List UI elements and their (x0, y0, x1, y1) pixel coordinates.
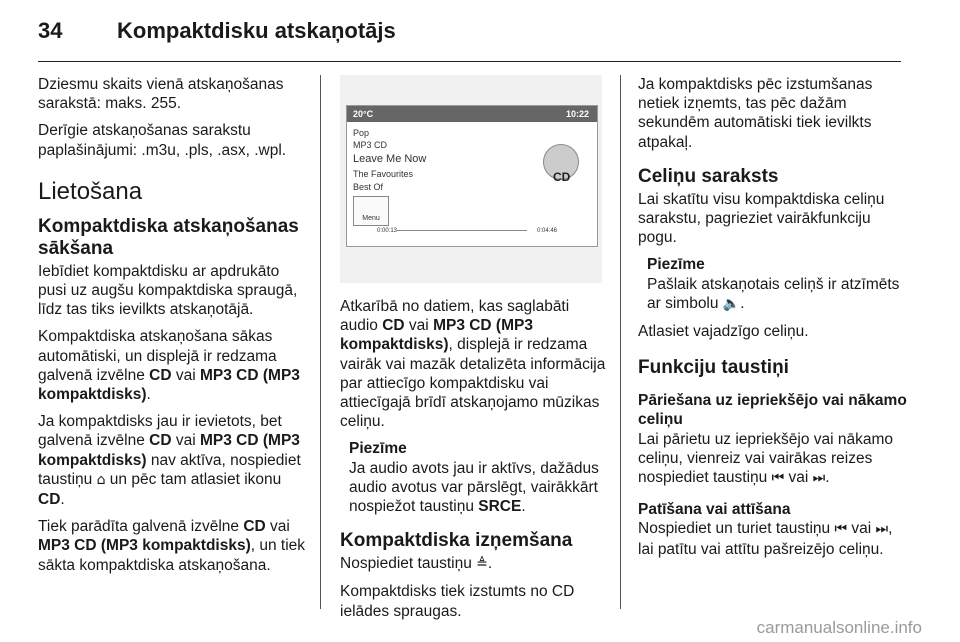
display-genre: Pop (353, 128, 370, 138)
heading-usage: Lietošana (38, 177, 143, 205)
total-time: 0:04:46 (537, 228, 558, 234)
paragraph-main-menu-shown: Tiek parādīta galvenā izvēlne CD vai MP3 CD (MP3 kompaktdisks), un tiek sākta kompaktdiska atskaņošana. (38, 518, 306, 574)
speaker-icon: 🔈 (722, 295, 741, 312)
cd-menu-name: CD (149, 366, 172, 384)
watermark: carmanualsonline.info (756, 618, 922, 637)
column-divider-2 (620, 75, 621, 609)
disc-label: CD (553, 170, 571, 184)
next-track-icon: ⏭ (812, 470, 826, 487)
eject-key-icon: ≜ (476, 556, 488, 573)
rewind-icon: ⏮ (834, 521, 848, 538)
heading-function-keys: Funkciju taustiņi (638, 357, 789, 379)
paragraph-display-info: Atkarībā no datiem, kas saglabāti audio CD vai MP3 CD (MP3 kompaktdisks), displejā ir redzama vairāk vai mazāk detalizēta informācija par attiecīgo kompaktdisku vai attiecīgajā brīdī atskaņojamo mūzikas celiņu. (340, 298, 606, 431)
paragraph-skip-track: Lai pārietu uz iepriekšējo vai nākamo celiņu, vienreiz vai vairākas reizes nospiediet taustiņu ⏮ vai ⏭. (638, 430, 894, 487)
column-1 (38, 75, 308, 583)
heading-start-playback: Kompaktdiska atskaņošanas sākšana (38, 215, 299, 259)
progress-bar (397, 230, 527, 231)
clock-readout: 10:22 (565, 109, 589, 119)
column-3 (638, 75, 908, 567)
display-artist: Best Of (353, 182, 384, 192)
header-divider (38, 61, 901, 62)
srce-key-name: SRCE (478, 498, 522, 516)
column-divider-1 (320, 75, 321, 609)
fast-forward-icon: ⏭ (875, 521, 889, 538)
heading-skip-track: Pāriešana uz iepriekšējo vai nākamo celiņu (638, 392, 907, 429)
previous-track-icon: ⏮ (771, 470, 785, 487)
paragraph-already-inserted: Ja kompaktdisks jau ir ievietots, bet galvenā izvēlne CD vai MP3 CD (MP3 kompaktdisks) nav aktīva, nospiediet taustiņu ⌂ un pēc tam atlasiet ikonu CD. (38, 413, 301, 509)
elapsed-time: 0:00:13 (377, 228, 398, 234)
display-screenshot (340, 75, 602, 283)
display-status-bar (347, 106, 597, 122)
heading-eject: Kompaktdiska izņemšana (340, 530, 573, 552)
infotainment-display (346, 105, 598, 247)
note-current-track: Piezīme Pašlaik atskaņotais celiņš ir atzīmēts ar simbolu 🔈. (647, 256, 900, 312)
paragraph-select-track: Atlasiet vajadzīgo celiņu. (638, 323, 809, 341)
paragraph-insert-cd: Iebīdiet kompaktdisku ar apdrukāto pusi uz augšu kompaktdiska spraugā, līdz tas tiks ievilkts atskaņotājā. (38, 262, 298, 319)
page-title: Kompaktdisku atskaņotājs (117, 18, 396, 43)
page-number: 34 (38, 18, 63, 43)
home-key-icon: ⌂ (96, 471, 106, 488)
paragraph-ejected: Kompaktdisks tiek izstumts no CD ielādes spraugas. (340, 583, 575, 620)
display-source: MP3 CD (353, 140, 388, 150)
paragraph-fast-forward: Nospiediet un turiet taustiņu ⏮ vai ⏭, lai patītu vai attītu pašreizējo celiņu. (638, 520, 893, 558)
paragraph-press-eject: Nospiediet taustiņu ≜. (340, 555, 493, 573)
paragraph-playlist-count: Dziesmu skaits vienā atskaņošanas sarakstā: maks. 255. (38, 76, 284, 113)
note-source-switch: Piezīme Ja audio avots jau ir aktīvs, dažādus audio avotus var pārslēgt, vairākkārt nospiežot taustiņu SRCE. (349, 439, 606, 516)
display-album: The Favourites (353, 169, 414, 179)
column-2 (340, 75, 606, 629)
heading-track-list: Celiņu saraksts (638, 165, 779, 187)
menu-button[interactable]: Menu (353, 196, 389, 226)
mp3-menu-name: MP3 CD (MP3 kompaktdisks) (38, 366, 300, 404)
page-header (0, 0, 960, 62)
temperature-readout: 20°C (353, 109, 374, 119)
display-track-title: Leave Me Now (353, 153, 427, 165)
paragraph-track-list: Lai skatītu visu kompaktdiska celiņu sarakstu, pagrieziet vairākfunkciju pogu. (638, 190, 885, 247)
paragraph-playlist-extensions: Derīgie atskaņošanas sarakstu paplašinājumi: .m3u, .pls, .asx, .wpl. (38, 122, 287, 159)
paragraph-auto-retract: Ja kompaktdisks pēc izstumšanas netiek izņemts, tas pēc dažām sekundēm automātiski tiek ievilkts atpakaļ. (638, 76, 873, 151)
note-title: Piezīme (349, 440, 407, 458)
heading-fast-forward: Patīšana vai attīšana (638, 501, 791, 519)
paragraph-autoplay: Kompaktdiska atskaņošana sākas automātiski, un displejā ir redzama galvenā izvēlne CD vai MP3 CD (MP3 kompaktdisks). (38, 328, 300, 404)
